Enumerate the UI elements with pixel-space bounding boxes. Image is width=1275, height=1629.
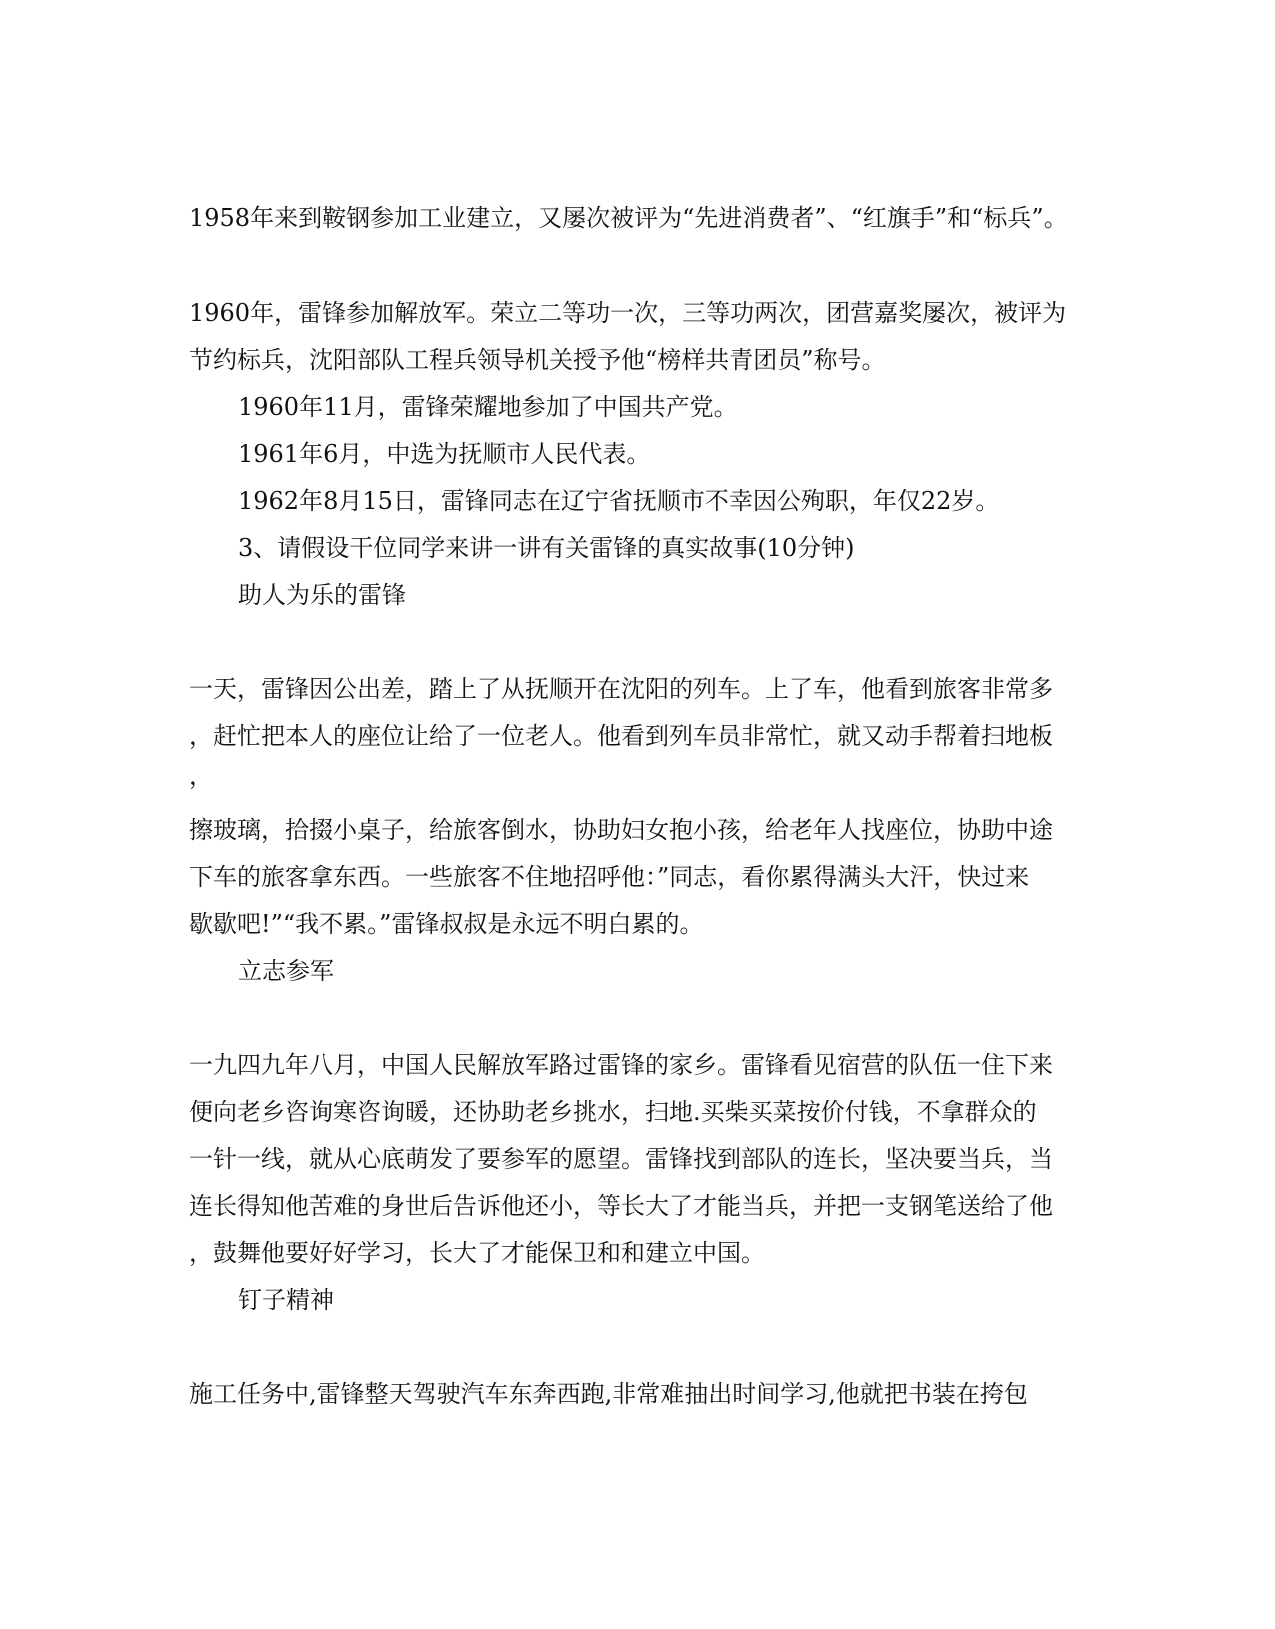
text-line: ， <box>189 762 213 790</box>
text-line: ，赶忙把本人的座位让给了一位老人。他看到列车员非常忙，就又动手帮着扫地板 <box>189 722 1053 750</box>
text-line: 一天，雷锋因公出差，踏上了从抚顺开在沈阳的列车。上了车，他看到旅客非常多 <box>189 675 1053 703</box>
text-line: 节约标兵，沈阳部队工程兵领导机关授予他“榜样共青团员”称号。 <box>189 346 886 374</box>
text-line: 连长得知他苦难的身世后告诉他还小，等长大了才能当兵，并把一支钢笔送给了他 <box>189 1192 1053 1220</box>
text-line: 3、请假设干位同学来讲一讲有关雷锋的真实故事(10分钟) <box>238 534 855 562</box>
text-line: 1961年6月，中选为抚顺市人民代表。 <box>238 440 651 468</box>
text-line: 1962年8月15日，雷锋同志在辽宁省抚顺市不幸因公殉职，年仅22岁。 <box>238 487 1000 515</box>
text-line: 擦玻璃，拾掇小桌子，给旅客倒水，协助妇女抱小孩，给老年人找座位，协助中途 <box>189 816 1053 844</box>
text-line: 歇歇吧!”“我不累。”雷锋叔叔是永远不明白累的。 <box>189 910 704 938</box>
text-line: 施工任务中,雷锋整天驾驶汽车东奔西跑,非常难抽出时间学习,他就把书装在挎包 <box>189 1380 1028 1408</box>
text-line: 下车的旅客拿东西。一些旅客不住地招呼他：”同志，看你累得满头大汗，快过来 <box>189 863 1030 891</box>
text-line: 1960年11月，雷锋荣耀地参加了中国共产党。 <box>238 393 738 421</box>
section-heading: 助人为乐的雷锋 <box>238 581 406 609</box>
section-heading: 立志参军 <box>238 957 334 985</box>
section-heading: 钉子精神 <box>238 1286 334 1314</box>
text-line: 一针一线，就从心底萌发了要参军的愿望。雷锋找到部队的连长，坚决要当兵，当 <box>189 1145 1053 1173</box>
text-line: 便向老乡咨询寒咨询暖，还协助老乡挑水，扫地.买柴买菜按价付钱，不拿群众的 <box>189 1098 1037 1126</box>
text-line: ，鼓舞他要好好学习，长大了才能保卫和和建立中国。 <box>189 1239 765 1267</box>
text-line: 1960年，雷锋参加解放军。荣立二等功一次，三等功两次，团营嘉奖屡次，被评为 <box>189 299 1067 327</box>
text-line: 1958年来到鞍钢参加工业建立，又屡次被评为“先进消费者”、“红旗手”和“标兵”。 <box>189 204 1068 232</box>
text-line: 一九四九年八月，中国人民解放军路过雷锋的家乡。雷锋看见宿营的队伍一住下来 <box>189 1051 1053 1079</box>
